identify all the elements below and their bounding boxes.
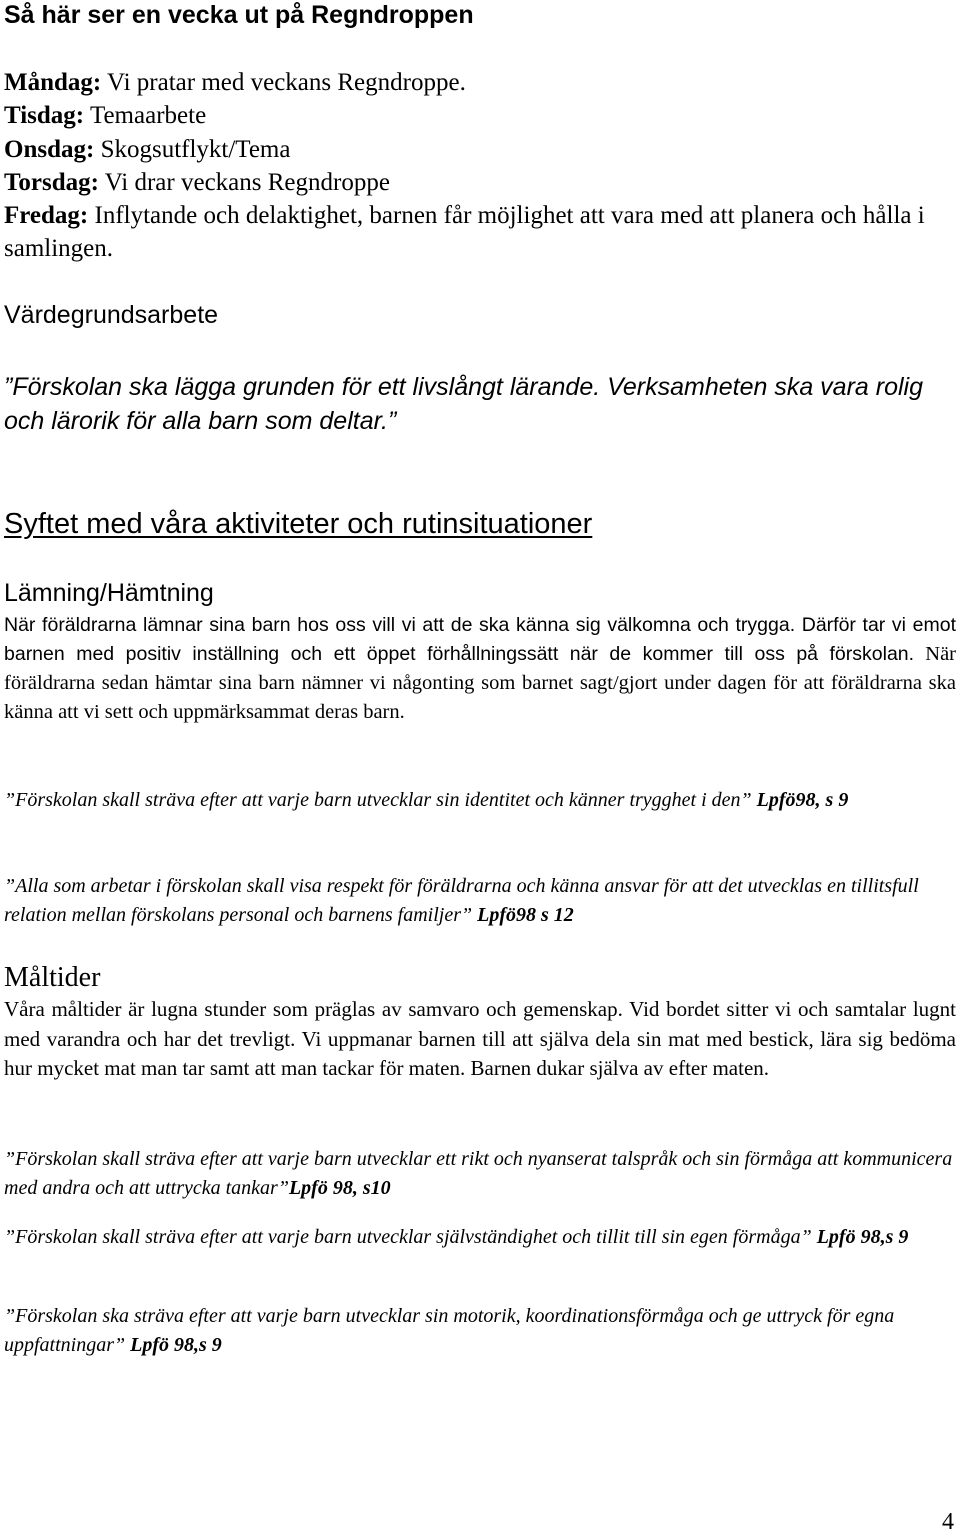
day-label: Måndag: (4, 69, 102, 96)
schedule-day-friday (4, 199, 956, 266)
day-activity: Inflytande och delaktighet, barnen får möjlighet att vara med att planera och hålla i samlingen. (4, 202, 925, 263)
syftet-heading: Syftet med våra aktiviteter och rutinsituationer (4, 508, 593, 540)
maltider-heading: Måltider (4, 962, 101, 993)
day-activity: Vi pratar med veckans Regndroppe. (101, 69, 466, 96)
quote-reference: Lpfö 98,s 9 (811, 1226, 909, 1248)
vardegrund-heading: Värdegrundsarbete (4, 301, 219, 329)
day-activity: Skogsutflykt/Tema (94, 135, 291, 163)
quote-text: ”Förskolan skall sträva efter att varje barn utvecklar ett rikt och nyanserat talspråk och sin förmåga att kommunicera med andra och att uttrycka tankar” (4, 1148, 953, 1199)
schedule-day-monday (4, 66, 956, 99)
maltider-paragraph: Våra måltider är lugna stunder som präglas av samvaro och gemenskap. Vid bordet sitter vi och samtalar lugnt med varandra och har det trevligt. Vi uppmanar barnen till att själva dela sin mat med bestick, lära sig bedöma hur mycket mat man tar samt att man tackar för maten. Barnen dukar själva av efter maten. (4, 997, 956, 1080)
lamning-paragraph (4, 611, 956, 727)
quote-reference: Lpfö98, s 9 (751, 789, 849, 811)
vardegrund-quote: ”Förskolan ska lägga grunden för ett livslångt lärande. Verksamheten ska vara rolig och lärorik för alla barn som deltar.” (4, 373, 923, 435)
maltider-quote-3 (4, 1302, 956, 1360)
day-label: Tisdag: (4, 102, 85, 130)
day-activity: Temaarbete (84, 102, 207, 130)
quote-reference: Lpfö 98,s 9 (125, 1334, 222, 1356)
lamning-quote-2 (4, 872, 956, 930)
schedule-day-tuesday (4, 99, 956, 132)
schedule-day-thursday (4, 166, 956, 199)
day-label: Onsdag: (4, 135, 95, 163)
day-activity: Vi drar veckans Regndroppe (98, 168, 390, 196)
page-title: Så här ser en vecka ut på Regndroppen (4, 1, 474, 29)
quote-reference: Lpfö98 s 12 (472, 904, 574, 926)
page-number: 4 (942, 1509, 954, 1535)
day-label: Torsdag: (4, 168, 99, 196)
quote-text: ”Förskolan skall sträva efter att varje barn utvecklar självständighet och tillit till sin egen förmåga” (4, 1226, 812, 1248)
maltider-quote-2 (4, 1223, 956, 1252)
lamning-heading: Lämning/Hämtning (4, 579, 214, 607)
quote-reference: Lpfö 98, s10 (288, 1177, 391, 1199)
schedule-day-wednesday (4, 133, 956, 166)
lamning-text-part-1: När föräldrarna lämnar sina barn hos oss vill vi att de ska känna sig välkomna och trygga. Därför tar vi emot barnen med positiv inställning och ett öppet förhållningssätt när de kommer till oss på förskolan. (4, 614, 956, 665)
week-schedule (4, 66, 956, 266)
quote-text: ”Alla som arbetar i förskolan skall visa respekt för föräldrarna och känna ansvar för att det utvecklas en tillitsfull relation mellan förskolans personal och barnens familjer” (4, 875, 919, 926)
day-label: Fredag: (4, 202, 89, 230)
lamning-quote-1 (4, 786, 956, 815)
maltider-quote-1 (4, 1145, 956, 1203)
quote-text: ”Förskolan ska sträva efter att varje barn utvecklar sin motorik, koordinationsförmåga och ge uttryck för egna uppfattningar” (4, 1305, 895, 1356)
quote-text: ”Förskolan skall sträva efter att varje barn utvecklar sin identitet och känner trygghet i den” (4, 789, 752, 811)
lamning-text-part-2: När föräldrarna sedan hämtar sina barn nämner vi någonting som barnet sagt/gjort under dagen för att föräldrarna ska känna att vi sett och uppmärksammat deras barn. (4, 643, 957, 723)
